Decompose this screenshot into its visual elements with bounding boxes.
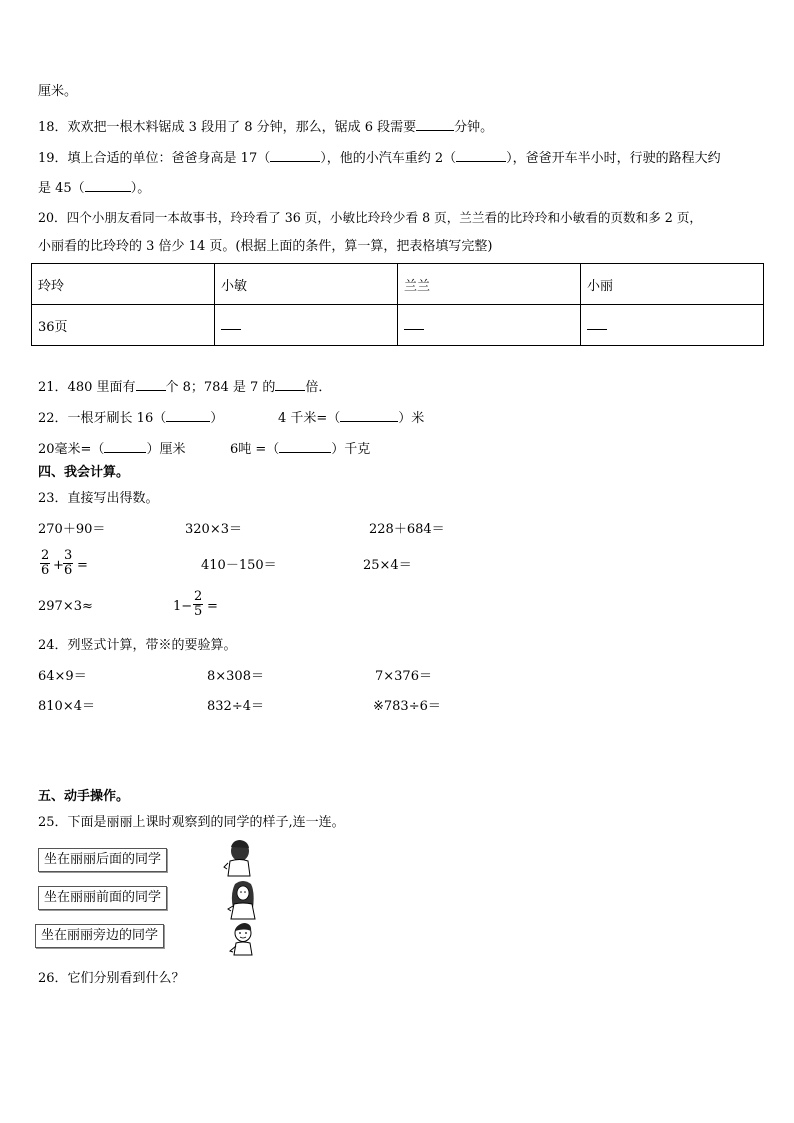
q22-text: ）千克 <box>331 442 371 457</box>
question-22-a <box>38 408 223 427</box>
q21-text-2: 个 8；784 是 7 的 <box>165 380 276 395</box>
child-back-view-icon[interactable] <box>222 839 256 877</box>
q22-text: ）米 <box>398 411 425 426</box>
table-header-cell: 兰兰 <box>398 264 581 305</box>
q23-title: 23．直接写出得数。 <box>38 491 159 506</box>
section-5-heading: 五、动手操作。 <box>38 789 130 804</box>
q24-expr: 7×376＝ <box>375 669 432 684</box>
q23-expr: 297×3≈ <box>38 599 93 614</box>
q23-expr: 270＋90＝ <box>38 522 106 537</box>
numerator: 2 <box>41 548 50 563</box>
q24-expr: 8×308＝ <box>207 669 264 684</box>
q22-text: 22．一根牙刷长 16（ <box>38 411 167 426</box>
table-header-cell: 玲玲 <box>32 264 215 305</box>
one-minus: 1− <box>173 599 193 614</box>
question-18 <box>38 117 493 136</box>
q20-line1: 20．四个小朋友看同一本故事书，玲玲看了 36 页，小敏比玲玲少看 8 页，兰兰看的比玲玲和小敏看的页数和多 2 页， <box>38 210 703 225</box>
table-blank[interactable] <box>221 316 241 330</box>
plus-sign: + <box>53 558 64 573</box>
table-row <box>32 305 764 346</box>
table-header-cell: 小丽 <box>581 264 764 305</box>
fraction <box>63 549 73 578</box>
q21-text-3: 倍． <box>305 380 332 395</box>
q19-text-1: 19．填上合适的单位：爸爸身高是 17（ <box>38 151 271 166</box>
section-4-heading: 四、我会计算。 <box>38 465 130 480</box>
denominator: 6 <box>41 563 50 578</box>
q19-text-2: ），他的小汽车重约 2（ <box>320 151 457 166</box>
question-22-d <box>230 439 370 458</box>
denominator: 5 <box>194 604 203 619</box>
q22-blank[interactable] <box>104 439 146 453</box>
table-header-cell: 小敏 <box>215 264 398 305</box>
q22-blank[interactable] <box>340 408 398 422</box>
q17-tail: 厘米。 <box>38 84 78 99</box>
question-22-b <box>278 408 424 427</box>
equals-sign: = <box>207 599 218 614</box>
q21-blank-2[interactable] <box>275 377 305 391</box>
question-22-c <box>38 439 185 458</box>
q19-blank-distance[interactable] <box>85 178 131 192</box>
q25-title: 25．下面是丽丽上课时观察到的同学的样子,连一连。 <box>38 815 345 830</box>
table-cell-answer[interactable] <box>215 305 398 346</box>
q23-expr: 25×4＝ <box>363 558 412 573</box>
table-blank[interactable] <box>404 316 424 330</box>
question-19-line1 <box>38 148 721 167</box>
q21-blank-1[interactable] <box>136 377 166 391</box>
numerator: 3 <box>64 548 73 563</box>
q19-text-4: 是 45（ <box>38 181 85 196</box>
table-cell-answer[interactable] <box>398 305 581 346</box>
q24-expr: ※783÷6＝ <box>373 699 441 714</box>
q22-blank[interactable] <box>166 408 210 422</box>
denominator: 6 <box>64 563 73 578</box>
table-blank[interactable] <box>587 316 607 330</box>
q22-text: ）厘米 <box>146 442 186 457</box>
q19-blank-height[interactable] <box>270 148 320 162</box>
q18-suffix: 分钟。 <box>454 120 494 135</box>
match-box-behind[interactable]: 坐在丽丽后面的同学 <box>38 848 167 872</box>
q18-blank[interactable] <box>416 117 454 131</box>
q19-text-5: ）。 <box>130 181 151 196</box>
q22-text: 4 千米=（ <box>278 411 341 426</box>
q22-text: ） <box>210 411 224 426</box>
match-box-side[interactable]: 坐在丽丽旁边的同学 <box>35 924 164 948</box>
q23-expr: 410－150＝ <box>201 558 277 573</box>
q22-blank[interactable] <box>279 439 331 453</box>
q23-expr: 228＋684＝ <box>369 522 445 537</box>
q22-text: 20毫米=（ <box>38 442 105 457</box>
q24-expr: 64×9＝ <box>38 669 87 684</box>
q18-text: 18．欢欢把一根木料锯成 3 段用了 8 分钟，那么，锯成 6 段需要 <box>38 120 417 135</box>
q19-text-3: ），爸爸开车半小时，行驶的路程大约 <box>506 151 721 166</box>
table-header-row <box>32 264 764 305</box>
child-front-view-icon[interactable] <box>227 880 259 920</box>
question-26: 26．它们分别看到什么？ <box>38 971 185 986</box>
equals-sign: = <box>77 558 88 573</box>
q24-expr: 810×4＝ <box>38 699 95 714</box>
question-19-line2 <box>38 178 150 197</box>
q20-table <box>31 263 764 346</box>
q23-expr: 320×3＝ <box>185 522 242 537</box>
child-side-view-icon[interactable] <box>228 922 258 958</box>
q19-blank-weight[interactable] <box>456 148 506 162</box>
q24-title: 24．列竖式计算，带※的要验算。 <box>38 638 237 653</box>
match-box-front[interactable]: 坐在丽丽前面的同学 <box>38 886 167 910</box>
q20-line2: 小丽看的比玲玲的 3 倍少 14 页。(根据上面的条件，算一算，把表格填写完整) <box>38 239 493 254</box>
fraction <box>40 549 50 578</box>
table-cell-answer[interactable] <box>581 305 764 346</box>
fraction <box>193 590 203 619</box>
q22-text: 6吨 =（ <box>230 442 280 457</box>
q24-expr: 832÷4＝ <box>207 699 264 714</box>
table-cell: 36页 <box>32 305 215 346</box>
numerator: 2 <box>194 589 203 604</box>
q21-text-1: 21．480 里面有 <box>38 380 136 395</box>
question-21 <box>38 377 331 396</box>
